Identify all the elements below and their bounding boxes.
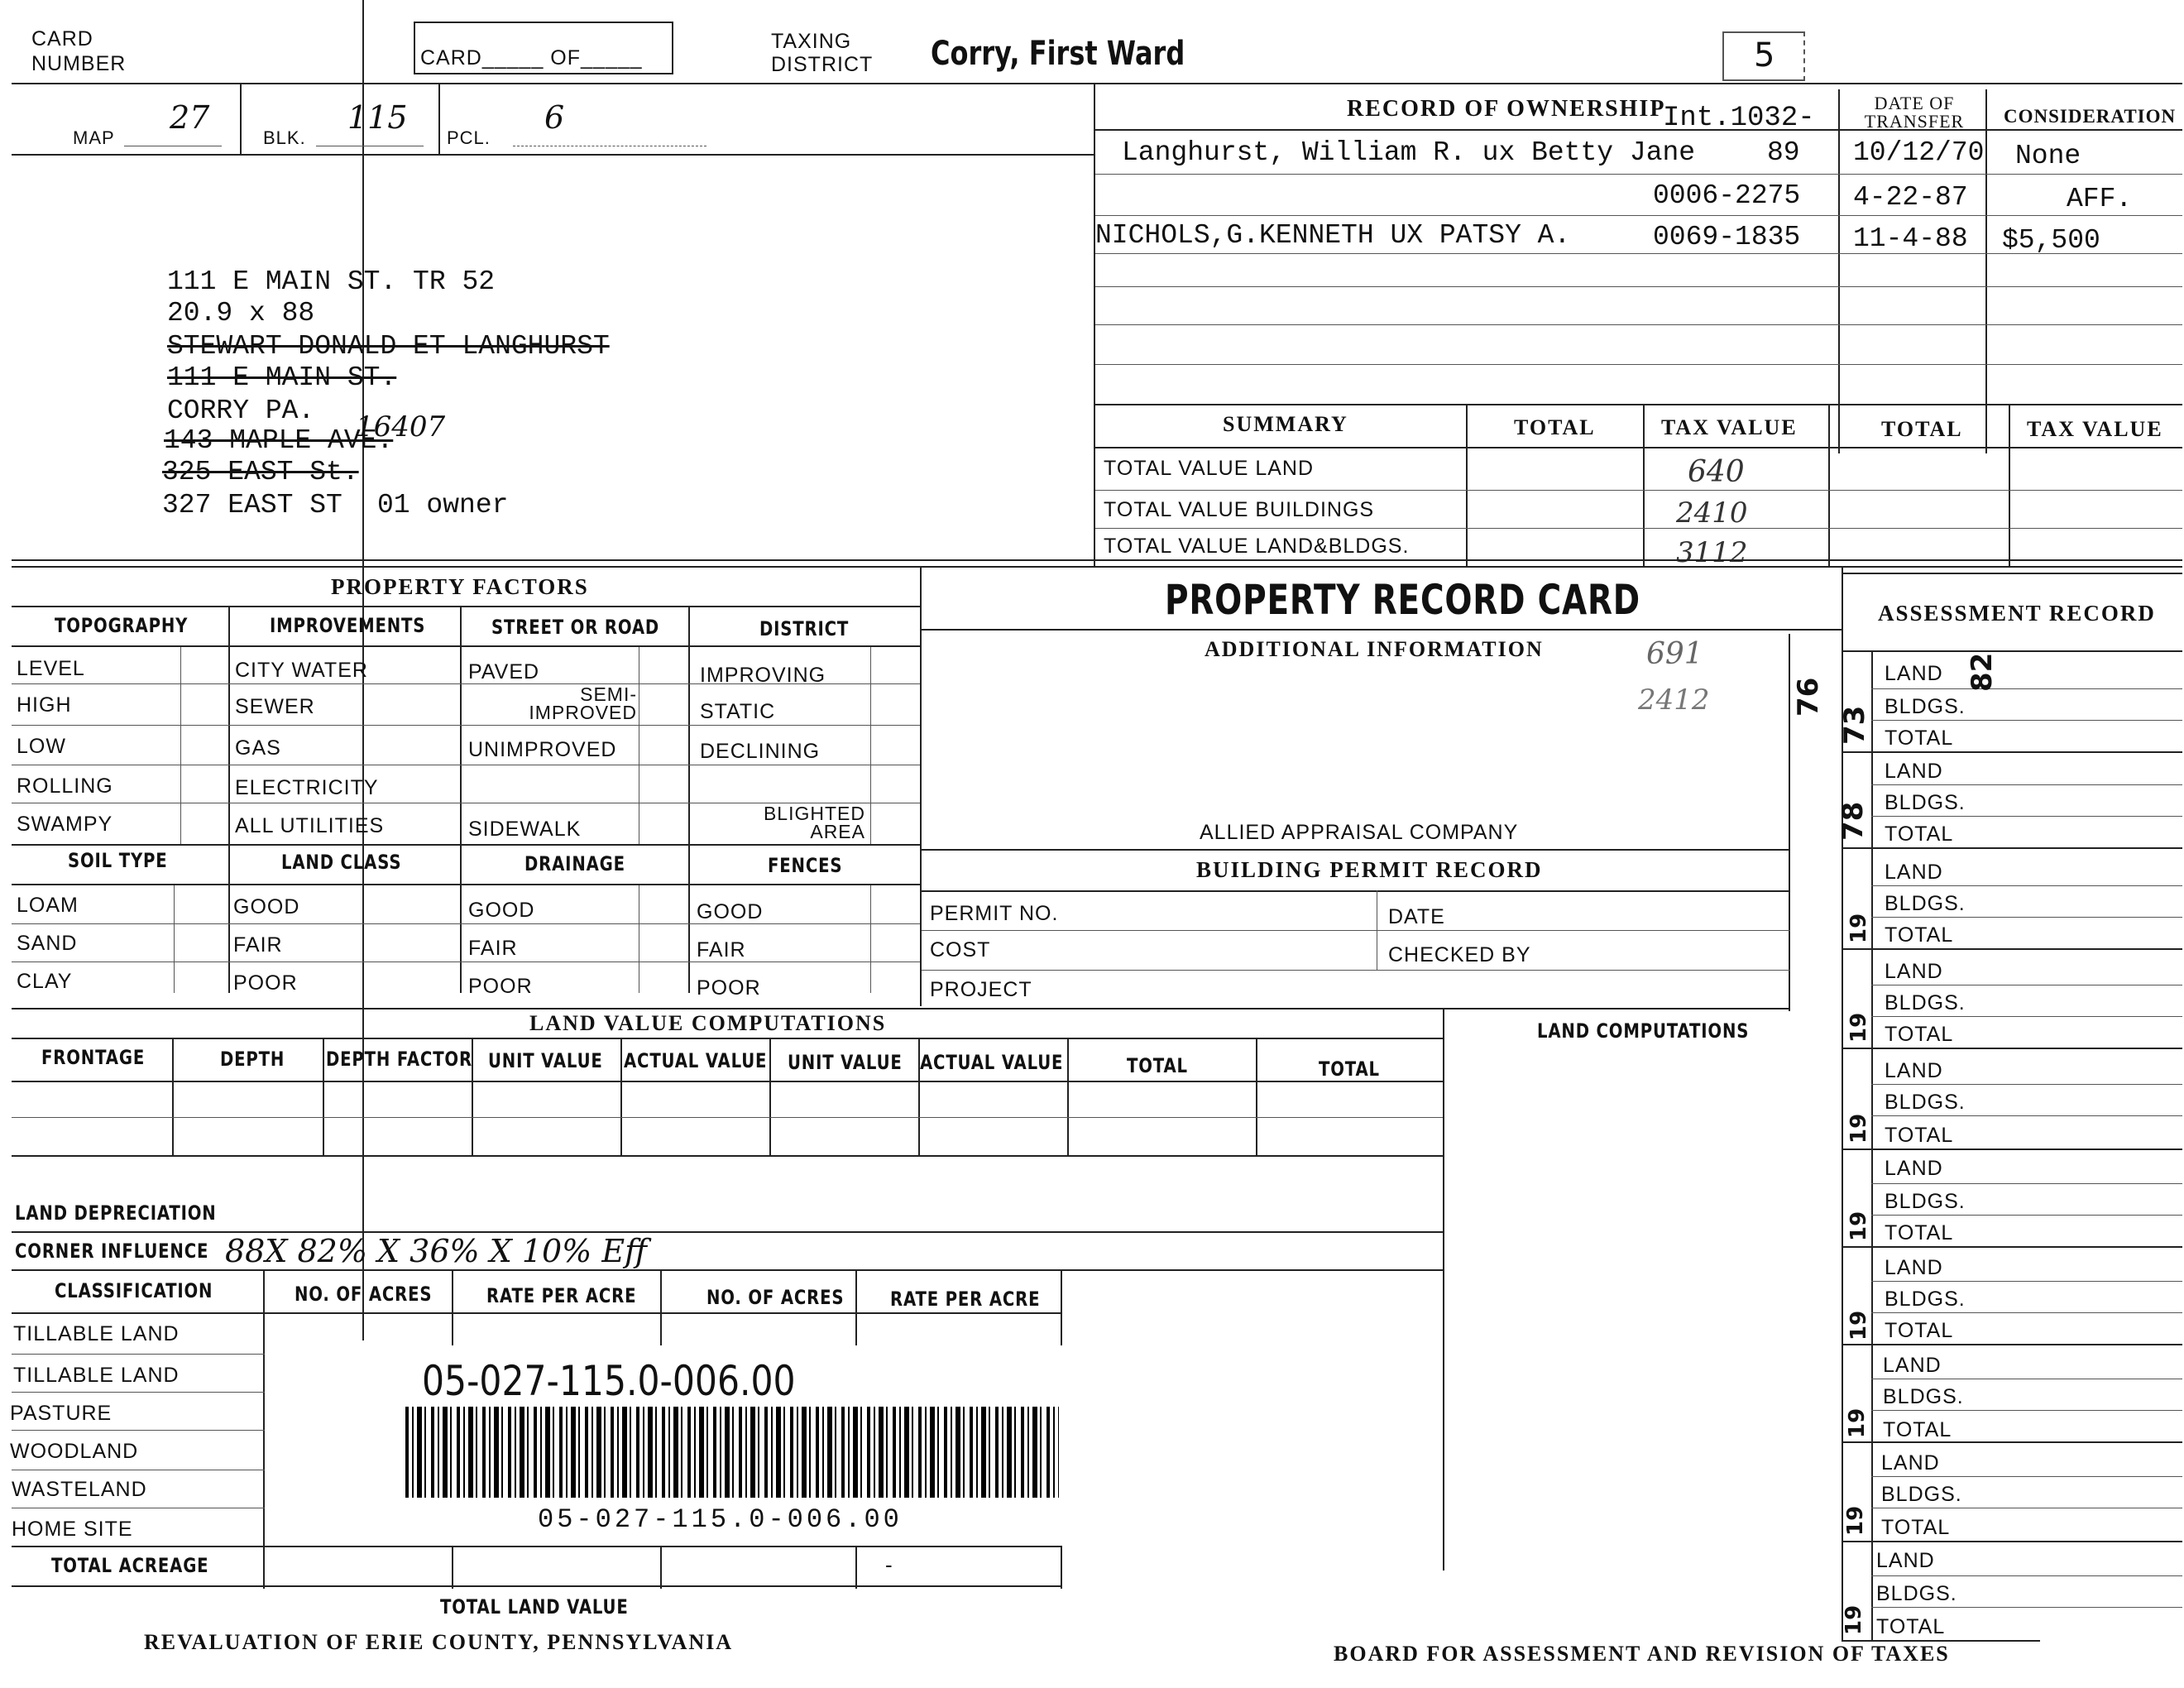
rule [1985,89,1987,453]
ownership-title: RECORD OF OWNERSHIP [1347,96,1666,122]
drainage-fair: FAIR [468,937,518,960]
assess1-land: LAND [1885,662,1943,685]
total-land-value-label: TOTAL LAND VALUE [440,1595,629,1618]
district-improving: IMPROVING [700,664,826,687]
land-depreciation-label: LAND DEPRECIATION [15,1201,217,1225]
topo-level: LEVEL [17,657,85,680]
rule [12,1081,1443,1082]
map-value: 27 [170,99,210,136]
assess3-bldgs: BLDGS. [1885,892,1966,915]
rule [1095,447,2182,448]
property-factors-title: PROPERTY FACTORS [331,574,589,599]
permit-title: BUILDING PERMIT RECORD [1196,857,1543,882]
rule [1095,286,2182,287]
district-static: STATIC [700,700,776,723]
rule [1095,174,2182,175]
assess5-land: LAND [1885,1059,1943,1082]
rule [240,83,242,154]
rule [1871,1575,2182,1576]
rule [1095,129,2182,131]
rule [1871,688,2182,689]
assess1-year-73: 73 [1838,705,1871,745]
land-class-fair: FAIR [233,933,283,957]
rule [870,884,871,993]
rule [12,1038,1443,1039]
rule [1067,1038,1069,1155]
rule [12,1117,1443,1118]
topography-header: TOPOGRAPHY [55,614,189,637]
additional-info-hand2: 2412 [1638,683,1710,717]
assess10-year: 19 [1842,1604,1866,1635]
rule [1789,634,1790,851]
assess9-year: 19 [1843,1505,1868,1536]
assess9-bldgs: BLDGS. [1881,1483,1962,1506]
address-line4: 111 E MAIN ST. [167,362,397,393]
rule [1095,404,2182,405]
rule [769,1038,771,1155]
rule [12,1231,1443,1233]
rule [1871,1183,2182,1184]
class-pasture: PASTURE [10,1402,113,1425]
rule [12,1269,1443,1271]
district-blighted: BLIGHTED AREA [763,803,865,842]
rule [1871,917,2182,918]
blk-value: 115 [347,99,408,136]
rule [1842,1048,2182,1049]
rule [1828,404,1830,566]
additional-info-hand1: 691 [1646,637,1703,671]
street-paved: PAVED [468,660,540,683]
class-header-acres: NO. OF ACRES [295,1283,433,1306]
permit-no-label: PERMIT NO. [930,902,1059,925]
rule [12,559,2182,561]
fences-poor: POOR [697,976,761,1000]
owner-row2-ref: 0006-2275 [1653,180,1801,211]
assess1-bldgs: BLDGS. [1885,695,1966,718]
rule [1643,404,1645,566]
blk-label: BLK. [263,127,306,148]
rule [1871,1215,2182,1216]
rule [1871,816,2182,817]
assess8-year: 19 [1845,1407,1870,1438]
fences-fair: FAIR [697,938,746,961]
rule [174,884,175,993]
assess1-year-82: 82 [1966,652,1999,692]
permit-project-label: PROJECT [930,978,1032,1001]
address-line6: 143 MAPLE AVE. [164,425,394,456]
rule [1871,1410,2182,1411]
taxing-district-value: Corry, First Ward [931,35,1185,73]
rule [922,629,1842,631]
summary-tax-header: TAX VALUE [1661,415,1798,439]
assess6-bldgs: BLDGS. [1885,1190,1966,1213]
assess8-land: LAND [1883,1354,1942,1377]
rule [1842,573,2182,574]
address-line5: CORRY PA. [167,396,315,426]
rule [12,1155,1443,1157]
assess8-bldgs: BLDGS. [1883,1385,1964,1408]
assess10-land: LAND [1876,1549,1935,1572]
rule [1871,1281,2182,1282]
address-line1: 111 E MAIN ST. TR 52 [167,266,496,297]
rule [12,154,1094,156]
lv-header-actual-value2: ACTUAL VALUE [920,1051,1064,1074]
summary-total-header2: TOTAL [1881,417,1963,441]
rule [1095,324,2182,325]
rule [1842,751,2182,753]
summary-title: SUMMARY [1223,412,1348,436]
rule [688,606,690,993]
assess3-total: TOTAL [1885,923,1954,947]
summary-row1-label: TOTAL VALUE LAND [1104,457,1315,480]
address-owner: 01 owner [377,490,509,520]
permit-checked-label: CHECKED BY [1388,943,1531,966]
assess2-total: TOTAL [1885,822,1954,846]
assess7-total: TOTAL [1885,1319,1954,1342]
rule [922,930,1790,931]
assess8-total: TOTAL [1883,1418,1952,1441]
land-class-header: LAND CLASS [281,851,402,874]
soil-loam: LOAM [17,894,79,917]
owner-row1-name: Langhurst, William R. ux Betty Jane [1122,137,1696,168]
rule [1871,784,2182,785]
assess5-total: TOTAL [1885,1124,1954,1147]
map-label: MAP [73,127,115,148]
lv-header-depth-factor: DEPTH FACTOR [326,1048,472,1071]
rule [1871,1476,2182,1477]
owner-row3-name: NICHOLS,G.KENNETH UX PATSY A. [1095,220,1571,251]
fences-header: FENCES [768,854,843,877]
rule [1842,1149,2182,1150]
barcode-handwritten: 05-027-115.0-006.00 [422,1357,796,1405]
consideration-header: CONSIDERATION [2004,106,2177,127]
street-semi-improved: SEMI- IMPROVED [529,683,637,723]
topo-low: LOW [17,735,66,758]
class-wasteland: WASTELAND [12,1478,147,1501]
rule [180,645,181,844]
class-header-rate2: RATE PER ACRE [890,1288,1041,1311]
drainage-poor: POOR [468,975,533,998]
rule [12,1585,1062,1587]
imp-all-utilities: ALL UTILITIES [235,814,385,837]
appraisal-company: ALLIED APPRAISAL COMPANY [1200,821,1519,844]
imp-sewer: SEWER [235,695,315,718]
footer-right: BOARD FOR ASSESSMENT AND REVISION OF TAXES [1334,1642,1950,1666]
lv-header-unit-value: UNIT VALUE [488,1049,603,1072]
assess2-year-78: 78 [1837,801,1870,841]
rule [12,83,2182,84]
assess2-land: LAND [1885,760,1943,783]
owner-row3-consideration: $5,500 [2002,225,2100,256]
improvements-header: IMPROVEMENTS [270,614,426,637]
lv-header-depth: DEPTH [220,1048,285,1071]
class-header-rate: RATE PER ACRE [486,1284,637,1307]
rule [1871,1016,2182,1017]
rule [1871,1312,2182,1313]
rule [12,683,920,684]
rule [460,606,462,993]
zip-handwritten: 16407 [356,410,446,444]
summary-row2-label: TOTAL VALUE BUILDINGS [1104,498,1375,521]
drainage-header: DRAINAGE [524,852,625,875]
summary-row3-label: TOTAL VALUE LAND&BLDGS. [1104,535,1410,558]
rule [1838,89,1840,453]
card-of-box [414,22,673,74]
assess9-total: TOTAL [1881,1516,1951,1539]
rule [12,1430,265,1431]
taxing-district-label: TAXING DISTRICT [771,30,874,76]
rule [1094,83,1095,568]
rule [12,1312,1062,1314]
summary-total-header: TOTAL [1514,415,1596,439]
ownership-int-ref: Int.1032- [1663,103,1815,134]
address-line8: 327 EAST ST [162,490,342,520]
assess6-land: LAND [1885,1157,1943,1180]
class-woodland: WOODLAND [10,1440,139,1463]
assess6-year: 19 [1846,1211,1871,1241]
land-value-title: LAND VALUE COMPUTATIONS [529,1011,887,1035]
topo-swampy: SWAMPY [17,813,113,836]
class-header: CLASSIFICATION [55,1279,213,1302]
rule [12,606,920,607]
street-header: STREET OR ROAD [491,616,660,639]
address-line2: 20.9 x 88 [167,298,315,328]
rule [12,1354,265,1355]
rule [1095,364,2182,365]
rule [1256,1038,1257,1155]
rule [1842,1246,2182,1248]
rule [12,884,920,885]
drainage-good: GOOD [468,899,535,922]
address-line7: 325 EAST St. [162,457,359,487]
card-of-label: CARD_____ OF_____ [420,46,643,70]
land-class-good: GOOD [233,895,300,918]
rule [12,923,920,924]
summary-tax-header2: TAX VALUE [2027,417,2163,441]
rule [1842,948,2182,950]
owner-row3-ref: 0069-1835 [1653,222,1801,252]
date-transfer-header: DATE OF TRANSFER [1864,93,1965,132]
rule [1095,528,2182,529]
topo-rolling: ROLLING [17,774,113,798]
assess9-land: LAND [1881,1451,1940,1475]
assess1-year-76: 76 [1792,677,1825,717]
imp-electricity: ELECTRICITY [235,776,379,799]
assess2-bldgs: BLDGS. [1885,791,1966,814]
class-tillable1: TILLABLE LAND [13,1322,180,1345]
rule [1095,253,2182,254]
rule [1871,1607,2182,1608]
rule [1871,720,2182,721]
rule [1095,490,2182,491]
footer-left: REVALUATION OF ERIE COUNTY, PENNSYLVANIA [144,1630,734,1654]
rule [1842,1344,2182,1345]
soil-sand: SAND [17,932,78,955]
rule [922,890,1790,892]
owner-row3-date: 11-4-88 [1853,223,1968,254]
fences-good: GOOD [697,900,764,923]
summary-row2-tax: 2410 [1676,496,1748,530]
pcl-label: PCL. [447,127,491,148]
rule [1842,1441,2182,1443]
rule [1871,1115,2182,1116]
rule [12,961,920,962]
rule [922,970,1790,971]
assess4-bldgs: BLDGS. [1885,991,1966,1014]
rule [1871,1084,2182,1085]
assess4-year: 19 [1846,1012,1871,1043]
class-tillable2: TILLABLE LAND [13,1364,180,1387]
owner-row1-date: 10/12/70 [1853,137,1985,168]
card-count-value: 5 [1754,36,1775,74]
card-number-label: CARD NUMBER [31,27,127,75]
assessment-title: ASSESSMENT RECORD [1878,601,2156,626]
corner-influence-label: CORNER INFLUENCE [15,1240,209,1263]
street-unimproved: UNIMPROVED [468,738,617,761]
soil-clay: CLAY [17,970,73,993]
assess6-total: TOTAL [1885,1221,1954,1244]
summary-row1-tax: 640 [1688,455,1745,489]
rule [12,645,920,647]
rule [1842,847,2182,849]
assess4-land: LAND [1885,960,1943,983]
rule [12,1392,265,1393]
card-count-box [1722,31,1805,81]
additional-info-title: ADDITIONAL INFORMATION [1205,637,1544,661]
barcode-bars [405,1407,1059,1498]
assess5-bldgs: BLDGS. [1885,1091,1966,1114]
assess7-year: 19 [1846,1310,1871,1340]
district-header: DISTRICT [759,617,850,640]
assess3-year: 19 [1846,913,1871,943]
lv-header-unit-value2: UNIT VALUE [788,1051,903,1074]
class-header-acres2: NO. OF ACRES [706,1286,845,1309]
street-sidewalk: SIDEWALK [468,818,582,841]
land-computations-title: LAND COMPUTATIONS [1537,1019,1750,1043]
rule [922,849,1790,851]
rule [1466,404,1468,566]
rule [920,568,922,1006]
soil-header: SOIL TYPE [68,849,168,872]
card-title: PROPERTY RECORD CARD [1165,576,1640,624]
rule [12,1008,1790,1009]
total-acreage-dash: - [885,1552,893,1577]
rule [1443,1008,1444,1571]
address-line3: STEWART DONALD ET LANGHURST [167,331,610,362]
rule [1842,650,2182,652]
rule [172,1038,174,1155]
assess3-land: LAND [1885,861,1943,884]
owner-row2-consideration: AFF. [2067,184,2133,214]
assess7-land: LAND [1885,1256,1943,1279]
rule [870,645,871,844]
rule [12,844,920,846]
permit-cost-label: COST [930,938,991,961]
assess10-total: TOTAL [1876,1615,1946,1638]
owner-row1-consideration: None [2015,141,2081,171]
rule [1871,650,1873,1640]
owner-row1-ref: 89 [1767,137,1800,168]
assess4-total: TOTAL [1885,1023,1954,1046]
assess5-year: 19 [1846,1113,1871,1144]
rule [263,1269,265,1589]
owner-row2-date: 4-22-87 [1853,182,1968,213]
district-declining: DECLINING [700,740,821,763]
land-class-poor: POOR [233,971,298,995]
rule [2009,404,2010,566]
rule [1871,885,2182,886]
rule [12,566,2182,568]
rule [228,606,230,993]
rule [1095,215,2182,216]
rule [620,1038,622,1155]
barcode-printed: 05-027-115.0-006.00 [538,1504,903,1535]
topo-high: HIGH [17,693,72,717]
total-acreage-label: TOTAL ACREAGE [51,1554,209,1577]
summary-row3-tax: 3112 [1676,536,1748,569]
assess7-bldgs: BLDGS. [1885,1288,1966,1311]
rule [323,1038,324,1155]
class-home-site: HOME SITE [12,1518,133,1541]
lv-header-frontage: FRONTAGE [41,1046,146,1069]
rule [12,1546,1062,1547]
lv-header-total: TOTAL [1127,1054,1188,1077]
lv-header-actual-value: ACTUAL VALUE [624,1049,768,1072]
rule [438,83,440,154]
assess10-bldgs: BLDGS. [1876,1582,1957,1605]
permit-date-label: DATE [1388,905,1445,928]
rule [1842,1541,2182,1542]
corner-influence-note: 88X 82% X 36% X 10% Eff [225,1233,648,1269]
rule [12,725,920,726]
assess1-total: TOTAL [1885,727,1954,750]
imp-gas: GAS [235,736,281,760]
pcl-value: 6 [544,99,565,136]
lv-header-total2: TOTAL [1319,1057,1380,1081]
imp-city-water: CITY WATER [235,659,368,682]
